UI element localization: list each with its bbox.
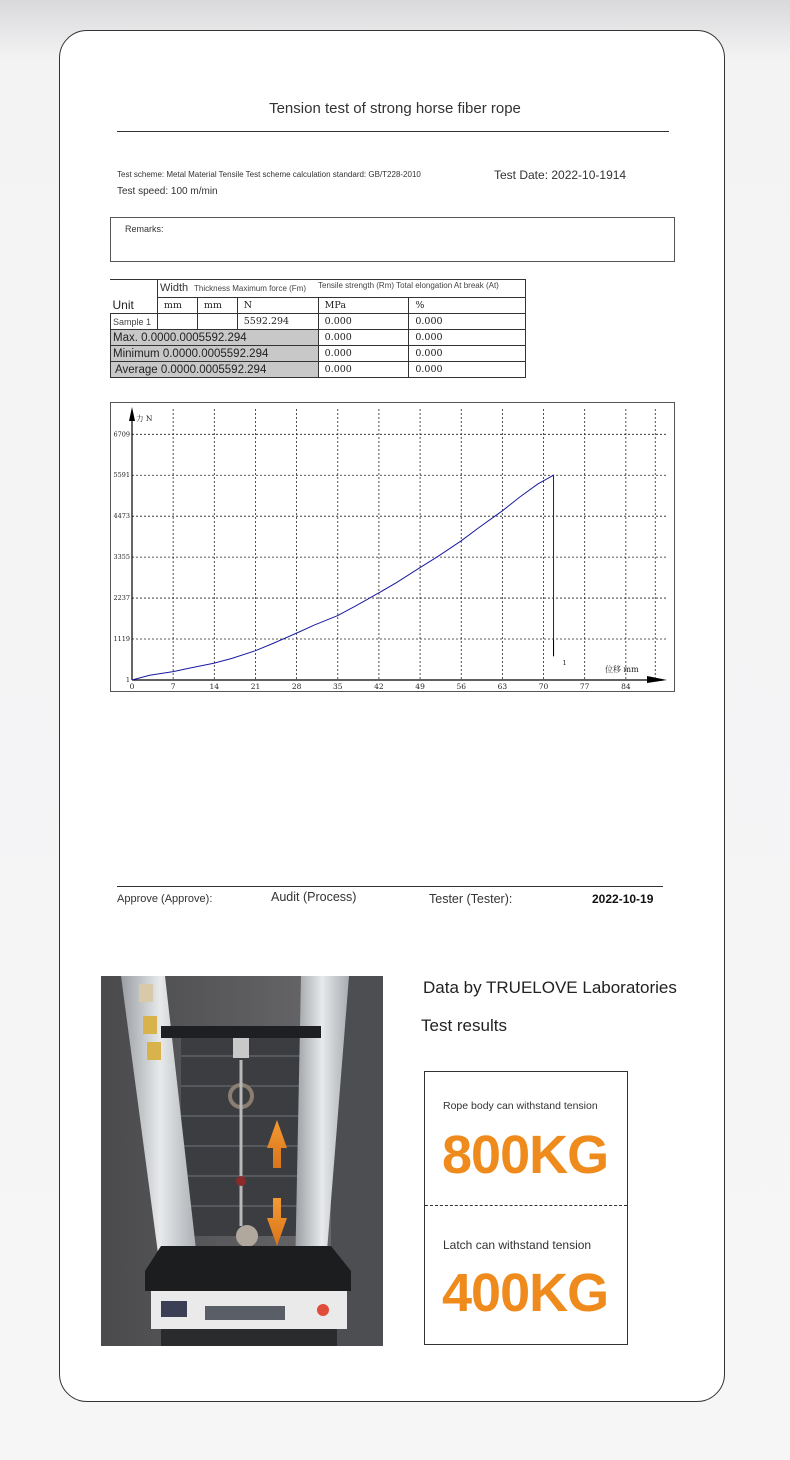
unit-label: Unit xyxy=(111,298,158,314)
unit-width: mm xyxy=(157,298,197,314)
header-tensile-elongation: Tensile strength (Rm) Total elongation At break (At) xyxy=(318,281,499,290)
latch-tension-value: 400KG xyxy=(442,1263,609,1323)
y-tick-label: 1 xyxy=(125,675,130,684)
x-tick-label: 28 xyxy=(291,682,302,691)
stat-row-max xyxy=(111,330,526,346)
sample-row xyxy=(111,314,526,330)
x-tick-label: 0 xyxy=(129,682,135,691)
x-tick-label: 7 xyxy=(170,682,176,691)
approve-label: Approve (Approve): xyxy=(117,893,213,905)
results-dashed-divider xyxy=(425,1205,627,1206)
sample-label: Sample 1 xyxy=(111,314,158,330)
unit-thickness: mm xyxy=(197,298,237,314)
signature-divider xyxy=(117,886,663,887)
rope-tension-label: Rope body can withstand tension xyxy=(443,1100,598,1112)
y-tick-label: 5591 xyxy=(113,471,130,480)
stat-label-min: Minimum 0.0000.0005592.294 xyxy=(111,346,319,362)
audit-label: Audit (Process) xyxy=(271,890,357,904)
x-tick-label: 63 xyxy=(497,682,508,691)
x-tick-label: 77 xyxy=(579,682,590,691)
sample-strength: 0.000 xyxy=(318,314,409,330)
stat-max-strength: 0.000 xyxy=(318,330,409,346)
results-grid xyxy=(110,297,526,378)
x-axis-arrow xyxy=(647,676,667,683)
y-tick-label: 6709 xyxy=(113,430,130,439)
tester-label: Tester (Tester): xyxy=(429,892,513,906)
x-tick-label: 70 xyxy=(538,682,549,691)
y-tick-label: 4473 xyxy=(113,512,130,521)
sample-elongation: 0.000 xyxy=(409,314,526,330)
force-displacement-chart xyxy=(110,402,675,692)
stat-average-strength: 0.000 xyxy=(318,362,409,378)
stat-row-average xyxy=(111,362,526,378)
unit-elongation: % xyxy=(409,298,526,314)
x-tick-label: 84 xyxy=(621,682,631,691)
x-tick-label: 35 xyxy=(332,682,343,691)
latch-tension-label: Latch can withstand tension xyxy=(443,1238,592,1252)
header-thickness-max-force: Thickness Maximum force (Fm) xyxy=(194,284,307,293)
header-width: Width xyxy=(160,282,189,294)
unit-force: N xyxy=(237,298,318,314)
test-date: Test Date: 2022-10-1914 xyxy=(494,168,627,182)
rope-tension-value: 800KG xyxy=(442,1125,609,1185)
stat-label-max: Max. 0.0000.0005592.294 xyxy=(111,330,319,346)
title-divider xyxy=(117,131,669,132)
test-scheme: Test scheme: Metal Material Tensile Test scheme calculation standard: GB/T228-2010 xyxy=(117,170,421,179)
y-axis-label: 力 N xyxy=(136,414,153,423)
stat-min-elongation: 0.000 xyxy=(409,346,526,362)
x-tick-label: 56 xyxy=(456,682,467,691)
stat-row-min xyxy=(111,346,526,362)
test-speed: Test speed: 100 m/min xyxy=(117,186,218,197)
y-tick-label: 2237 xyxy=(113,594,130,603)
chart-svg xyxy=(111,403,674,691)
sample-force: 5592.294 xyxy=(237,314,318,330)
unit-strength: MPa xyxy=(318,298,409,314)
x-tick-label: 14 xyxy=(209,682,220,691)
remarks-label: Remarks: xyxy=(125,224,164,234)
stat-min-strength: 0.000 xyxy=(318,346,409,362)
y-tick-label: 1119 xyxy=(113,635,130,644)
x-tick-label: 49 xyxy=(415,682,425,691)
results-heading: Test results xyxy=(421,1016,507,1035)
stat-label-average: Average 0.0000.0005592.294 xyxy=(111,362,319,378)
x-axis-label: 位移 mm xyxy=(605,665,639,674)
y-tick-label: 3355 xyxy=(113,553,130,562)
sample-marker-label: 1 xyxy=(562,659,567,668)
remarks-box xyxy=(110,217,675,262)
tensile-machine-photo xyxy=(101,976,383,1346)
sample-thickness-cell xyxy=(197,314,237,330)
stat-max-elongation: 0.000 xyxy=(409,330,526,346)
lab-brand: Data by TRUELOVE Laboratories xyxy=(423,978,677,997)
units-row xyxy=(111,298,526,314)
y-axis-arrow xyxy=(129,407,135,421)
signature-date: 2022-10-19 xyxy=(592,892,654,906)
report-title: Tension test of strong horse fiber rope xyxy=(269,100,521,117)
force-curve xyxy=(132,475,554,680)
x-tick-label: 42 xyxy=(374,682,384,691)
sample-width-cell xyxy=(157,314,197,330)
machine-illustration xyxy=(101,976,383,1346)
x-tick-label: 21 xyxy=(250,682,261,691)
stat-average-elongation: 0.000 xyxy=(409,362,526,378)
results-box xyxy=(424,1071,628,1345)
